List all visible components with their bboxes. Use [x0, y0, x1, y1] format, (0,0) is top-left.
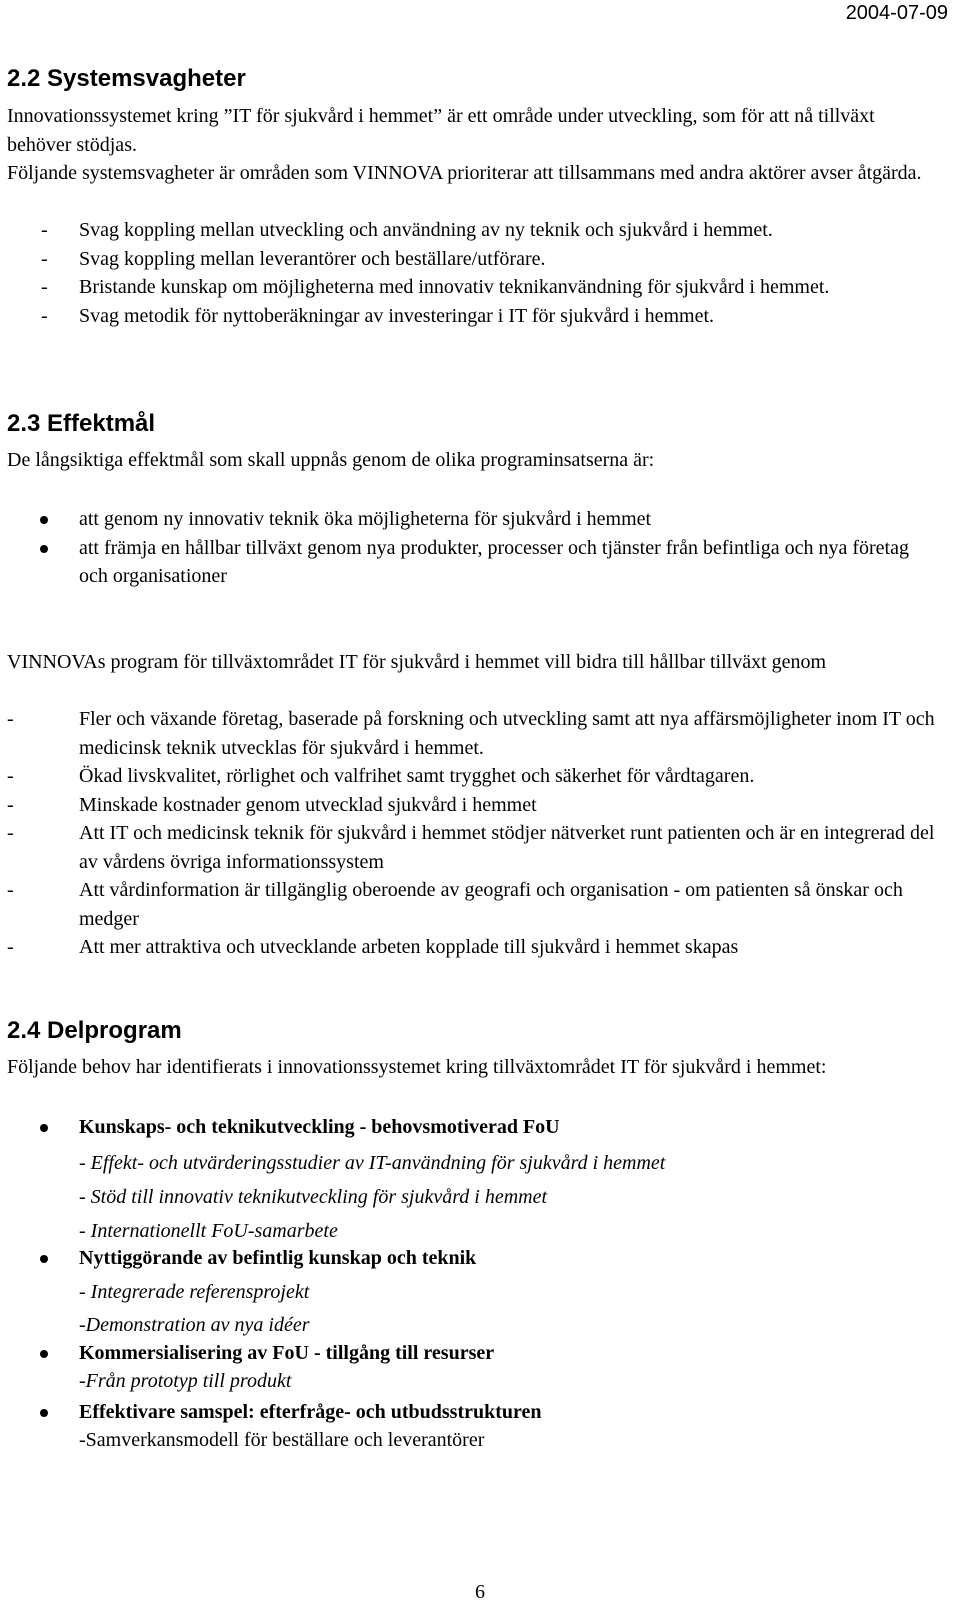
list-item: att främja en hållbar tillväxt genom nya produkter, processer och tjänster från befintliga och nya företag och organisationer: [7, 534, 942, 591]
heading-2-4: 2.4 Delprogram: [7, 1017, 182, 1044]
effect-goals-list: [7, 505, 942, 591]
list-item: att genom ny innovativ teknik öka möjligheterna för sjukvård i hemmet: [7, 505, 942, 534]
list-item: [7, 1244, 942, 1273]
subprogram-list: [7, 1113, 942, 1142]
subprogram-title: Effektivare samspel: efterfråge- och utbudsstrukturen: [79, 1401, 542, 1423]
paragraph-vinnova-program: VINNOVAs program för tillväxtområdet IT för sjukvård i hemmet vill bidra till hållbar tillväxt genom: [7, 651, 827, 673]
heading-2-2: 2.2 Systemsvagheter: [7, 65, 246, 92]
subprogram-1-subs: [7, 1146, 942, 1248]
list-item: - Att mer attraktiva och utvecklande arbeten kopplade till sjukvård i hemmet skapas: [7, 936, 739, 958]
subprogram-title: Nyttiggörande av befintlig kunskap och teknik: [79, 1247, 477, 1269]
paragraph-system-weaknesses: Följande systemsvagheter är områden som VINNOVA prioriterar att tillsammans med andra aktörer avser åtgärda.: [7, 162, 922, 184]
list-item: - Svag metodik för nyttoberäkningar av investeringar i IT för sjukvård i hemmet.: [41, 304, 715, 327]
subprogram-2-subs: [7, 1276, 942, 1342]
subprogram-list: [7, 1339, 942, 1368]
list-item: [7, 1113, 942, 1142]
subprogram-title: Kunskaps- och teknikutveckling - behovsmotiverad FoU: [79, 1116, 560, 1138]
sub-item: - Integrerade referensprojekt: [79, 1281, 310, 1303]
sub-item: -Samverkansmodell för beställare och leverantörer: [79, 1429, 485, 1451]
bullet-icon: [40, 1409, 48, 1417]
subprogram-3-subs: [7, 1367, 942, 1396]
sub-item: -Från prototyp till produkt: [79, 1370, 292, 1392]
list-item: - Ökad livskvalitet, rörlighet och valfrihet samt trygghet och säkerhet för vårdtagaren.: [7, 765, 755, 787]
list-item: - Att IT och medicinsk teknik för sjukvård i hemmet stödjer nätverket runt patienten och är en integrerad del av vårdens övriga informationssystem: [7, 822, 935, 873]
list-item: [7, 1398, 942, 1427]
sub-item: - Stöd till innovativ teknikutveckling för sjukvård i hemmet: [79, 1186, 548, 1208]
bullet-icon: [40, 1255, 48, 1263]
page-number: 6: [475, 1581, 485, 1603]
paragraph-effect-goals-intro: De långsiktiga effektmål som skall uppnås genom de olika programinsatserna är:: [7, 449, 655, 471]
list-item: - Svag koppling mellan leverantörer och beställare/utförare.: [41, 247, 546, 270]
bullet-icon: [40, 1350, 48, 1358]
header-date: 2004-07-09: [845, 2, 948, 24]
subprogram-4-subs: [7, 1426, 942, 1455]
subprogram-title: Kommersialisering av FoU - tillgång till resurser: [79, 1342, 495, 1364]
subprogram-list: [7, 1244, 942, 1273]
list-item: - Fler och växande företag, baserade på forskning och utveckling samt att nya affärsmöjligheter inom IT och medicinsk teknik utvecklas för sjukvård i hemmet.: [7, 708, 935, 759]
list-item: - Svag koppling mellan utveckling och användning av ny teknik och sjukvård i hemmet.: [41, 219, 773, 241]
weakness-list: [7, 216, 942, 330]
paragraph-subprogram-intro: Följande behov har identifierats i innovationssystemet kring tillväxtområdet IT för sjukvård i hemmet:: [7, 1056, 827, 1078]
heading-2-3: 2.3 Effektmål: [7, 410, 156, 437]
list-item: - Minskade kostnader genom utvecklad sjukvård i hemmet: [7, 793, 537, 816]
list-item: - Bristande kunskap om möjligheterna med innovativ teknikanvändning för sjukvård i hemmet.: [41, 276, 830, 298]
list-item: [7, 1339, 942, 1368]
growth-list: [7, 705, 942, 962]
list-item: - Att vårdinformation är tillgänglig oberoende av geografi och organisation - om patienten så önskar och medger: [7, 879, 903, 930]
sub-item: -Demonstration av nya idéer: [79, 1314, 310, 1336]
sub-item: - Internationellt FoU-samarbete: [79, 1220, 338, 1242]
bullet-icon: [40, 1124, 48, 1132]
sub-item: - Effekt- och utvärderingsstudier av IT-användning för sjukvård i hemmet: [79, 1152, 666, 1174]
bullet-icon: [40, 545, 48, 553]
paragraph-innovation-system: Innovationssystemet kring ”IT för sjukvård i hemmet” är ett område under utveckling, som för att nå tillväxt behöver stödjas.: [7, 105, 875, 156]
subprogram-list: [7, 1398, 942, 1427]
bullet-icon: [40, 516, 48, 524]
